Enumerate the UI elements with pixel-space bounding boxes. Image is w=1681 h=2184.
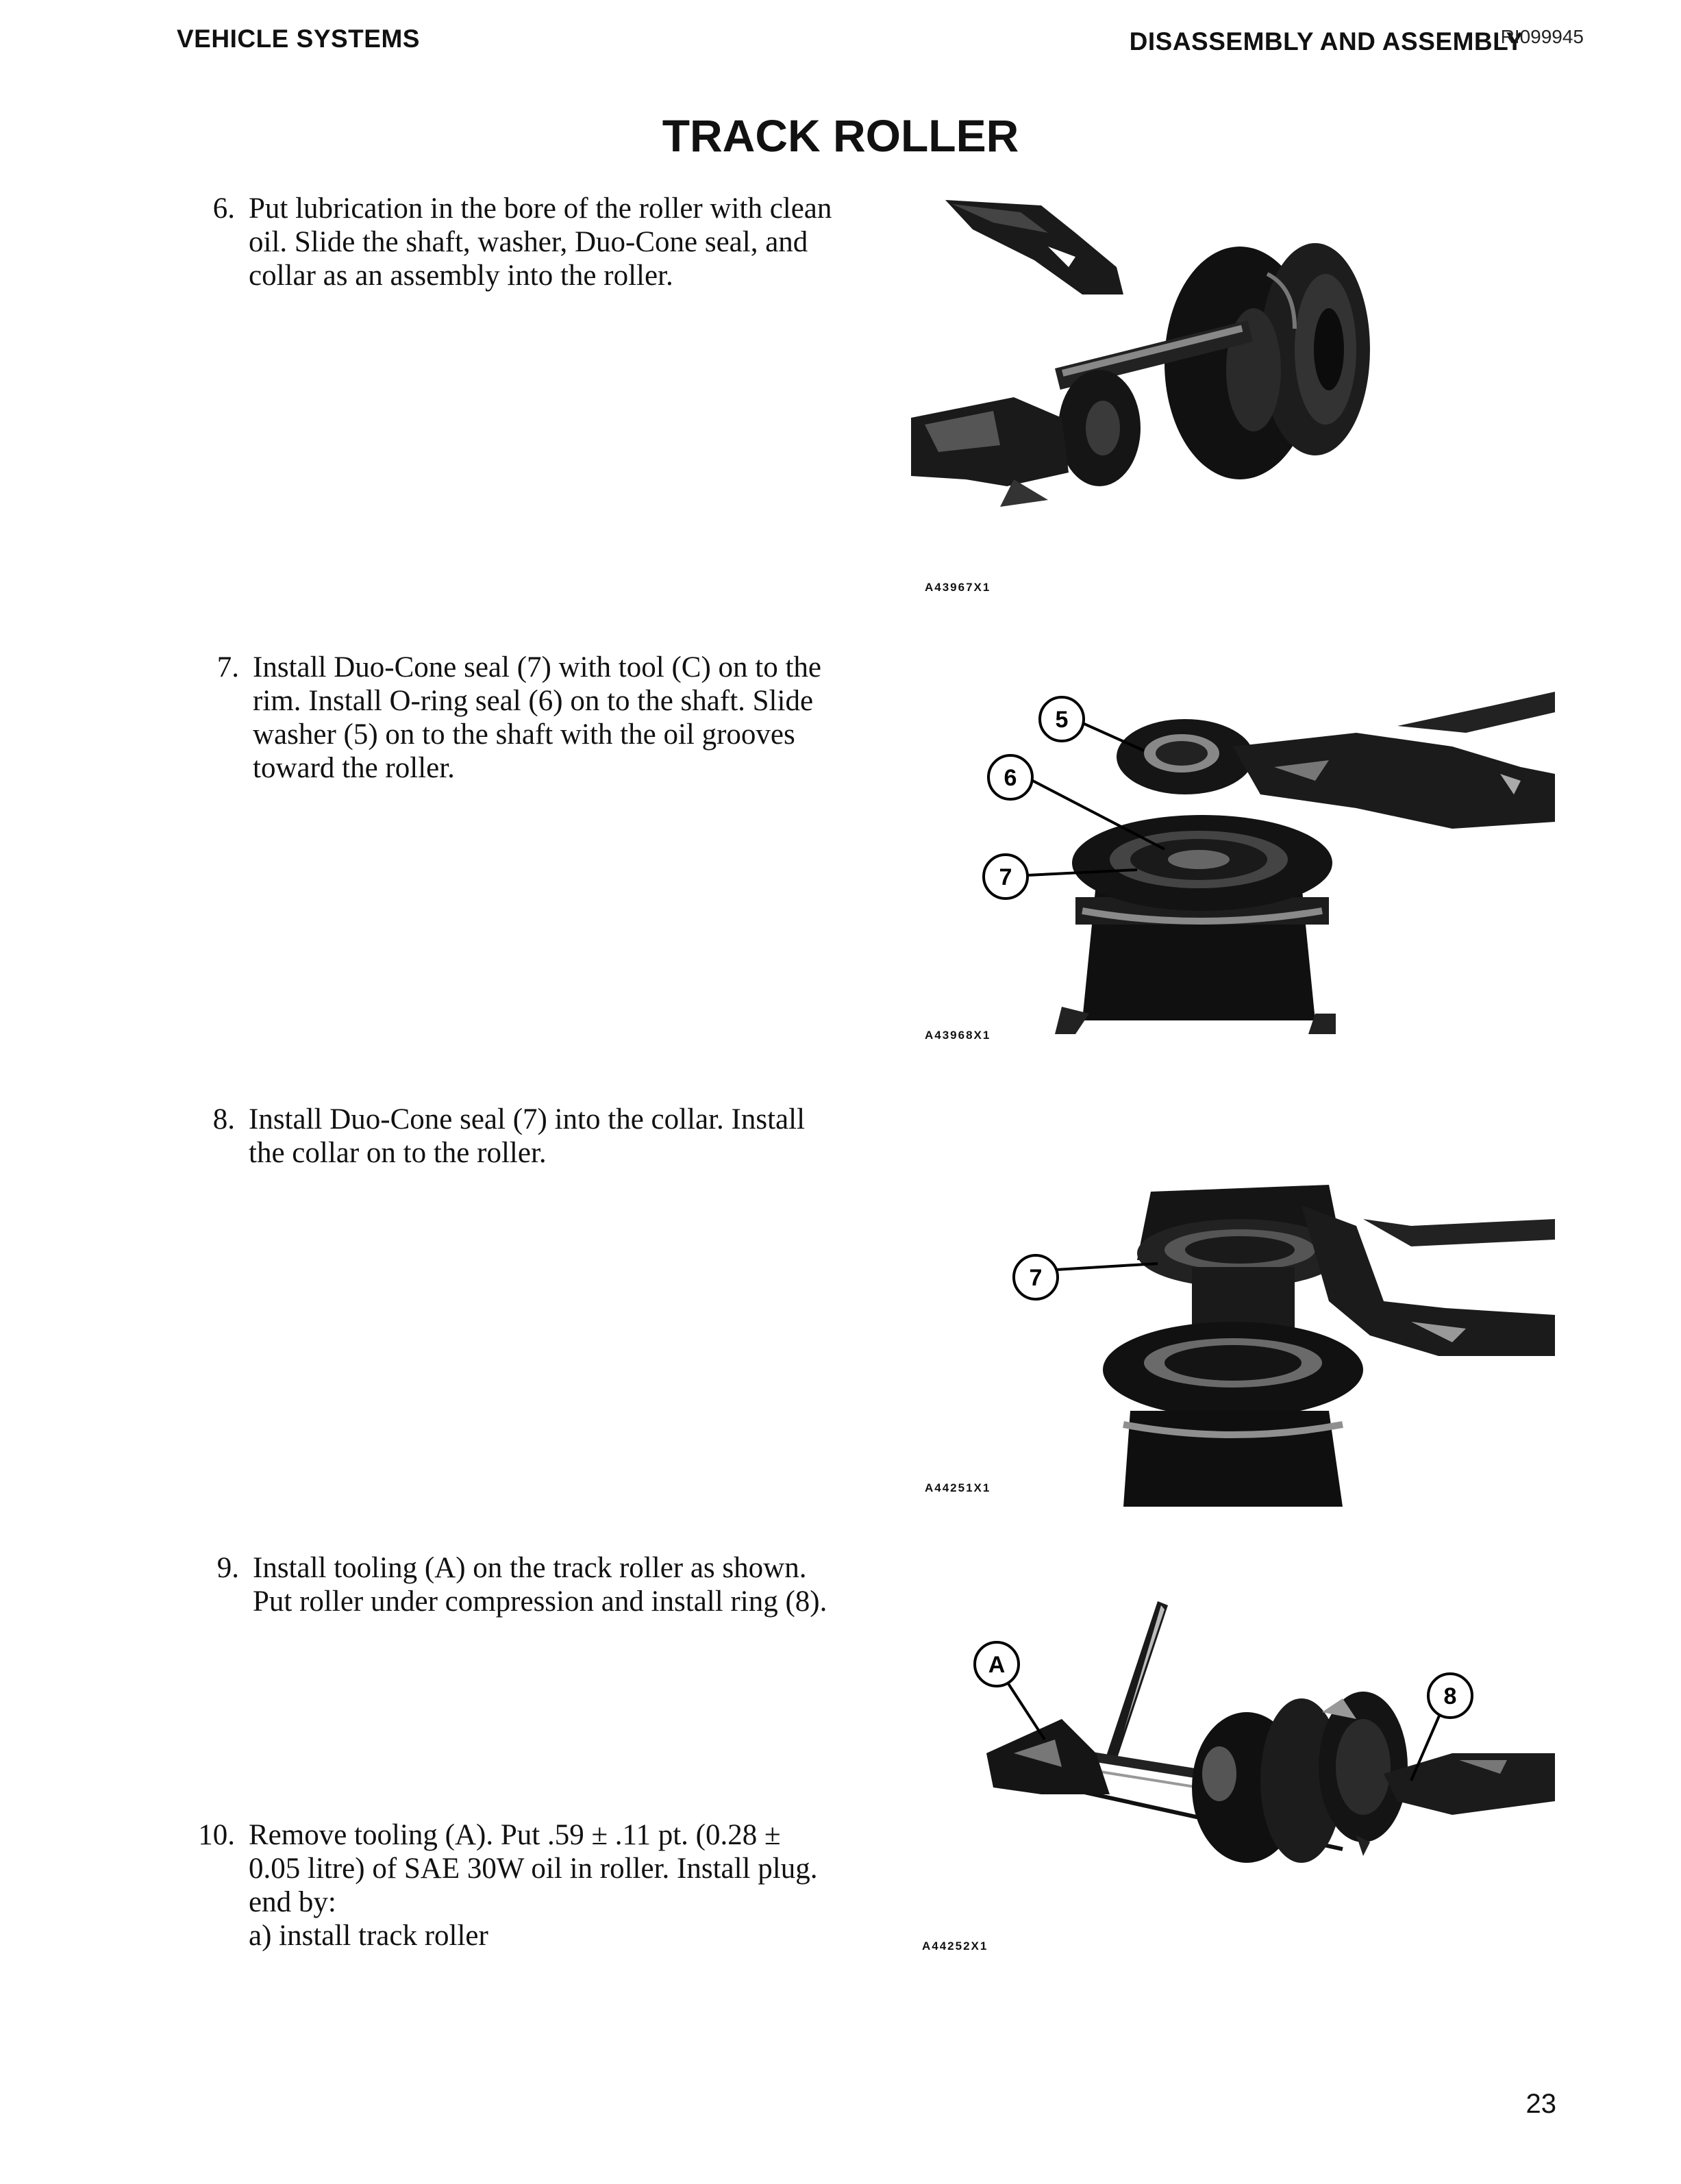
figure-code: A44251X1 bbox=[925, 1481, 991, 1494]
step-line: collar as an assembly into the roller. bbox=[249, 260, 673, 292]
figure-shaft-assembly-photo bbox=[911, 192, 1439, 534]
callout-7: 7 bbox=[999, 864, 1012, 890]
figure-code: A43968X1 bbox=[925, 1029, 991, 1042]
step-line: Install Duo-Cone seal (7) with tool (C) on to the bbox=[253, 651, 821, 683]
step-line: end by: bbox=[249, 1886, 336, 1918]
callout-5: 5 bbox=[1055, 707, 1069, 733]
step-line: toward the roller. bbox=[253, 752, 455, 784]
step-line: Put roller under compression and install ring (8). bbox=[253, 1585, 827, 1618]
page-title: TRACK ROLLER bbox=[662, 110, 1019, 161]
step-line: the collar on to the roller. bbox=[249, 1137, 547, 1169]
step-line: Put lubrication in the bore of the roller with clean bbox=[249, 192, 832, 225]
step-number: 10. bbox=[198, 1819, 235, 1851]
figure-collar-install-photo bbox=[1000, 1164, 1555, 1507]
running-header-right: DISASSEMBLY AND ASSEMBLY bbox=[1129, 27, 1523, 55]
page-number: 23 bbox=[1526, 2089, 1556, 2119]
document-number: RI099945 bbox=[1500, 26, 1584, 47]
step-8 bbox=[212, 1103, 806, 1170]
step-subitem: a) install track roller bbox=[249, 1920, 488, 1952]
figure-seal-install-photo bbox=[973, 692, 1555, 1062]
step-9 bbox=[216, 1551, 827, 1618]
step-line: oil. Slide the shaft, washer, Duo-Cone seal, and bbox=[249, 226, 808, 258]
figure-code: A44252X1 bbox=[922, 1940, 988, 1953]
step-number: 9. bbox=[216, 1552, 239, 1584]
step-7 bbox=[216, 651, 821, 785]
step-number: 7. bbox=[216, 651, 239, 683]
callout-7: 7 bbox=[1029, 1265, 1043, 1291]
step-line: 0.05 litre) of SAE 30W oil in roller. Install plug. bbox=[249, 1853, 818, 1885]
callout-8: 8 bbox=[1443, 1683, 1457, 1709]
figure-code: A43967X1 bbox=[925, 581, 991, 594]
step-line: Install tooling (A) on the track roller as shown. bbox=[253, 1552, 807, 1584]
step-number: 8. bbox=[212, 1103, 235, 1135]
step-10 bbox=[198, 1818, 818, 1953]
callout-A: A bbox=[988, 1652, 1006, 1678]
figure-tooling-photo bbox=[959, 1596, 1555, 1938]
step-6 bbox=[212, 192, 832, 292]
step-line: Remove tooling (A). Put .59 ± .11 pt. (0.28 ± bbox=[249, 1819, 781, 1851]
step-line: rim. Install O-ring seal (6) on to the shaft. Slide bbox=[253, 685, 814, 717]
step-line: Install Duo-Cone seal (7) into the collar. Install bbox=[249, 1103, 806, 1135]
step-number: 6. bbox=[212, 192, 235, 225]
running-header-left: VEHICLE SYSTEMS bbox=[177, 25, 420, 53]
step-line: washer (5) on to the shaft with the oil grooves bbox=[253, 718, 795, 751]
callout-6: 6 bbox=[1004, 765, 1017, 791]
